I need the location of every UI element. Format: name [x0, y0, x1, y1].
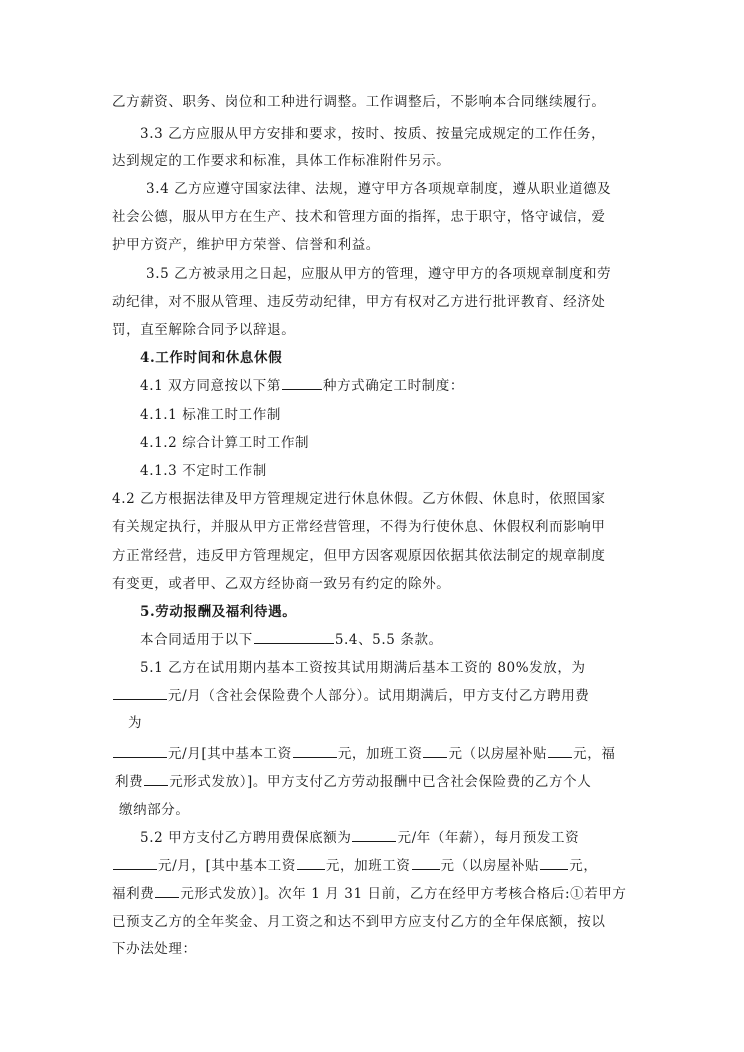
- clause-4-1: 4.1 双方同意按以下第 种方式确定工时制度：: [140, 378, 464, 394]
- blank-field[interactable]: [548, 744, 572, 758]
- blank-field[interactable]: [297, 856, 325, 870]
- para-line: 社会公德，服从甲方在生产、技术和管理方面的指挥，忠于职守，恪守诚信，爱: [112, 209, 606, 225]
- blank-field[interactable]: [155, 884, 179, 898]
- blank-field[interactable]: [540, 856, 568, 870]
- blank-field[interactable]: [282, 376, 322, 390]
- para-line: 元/月[其中基本工资 元，加班工资 元（以房屋补贴 元，福: [112, 742, 615, 762]
- para-line: 有关规定执行，并服从甲方正常经营管理，不得为行使休息、休假权利而影响甲: [112, 519, 606, 535]
- clause-3-5: 3.5 乙方被录用之日起，应服从甲方的管理，遵守甲方的各项规章制度和劳: [146, 266, 612, 282]
- blank-field[interactable]: [113, 686, 167, 700]
- applicable-clauses: 本合同适用于以下 5.4、5.5 条款。: [140, 632, 443, 648]
- para-line: 方正常经营，违反甲方管理规定，但甲方因客观原因依据其依法制定的规章制度: [112, 548, 606, 564]
- para-line: 已预支乙方的全年奖金、月工资之和达不到甲方应支付乙方的全年保底额，按以: [112, 914, 606, 930]
- para-line: 乙方薪资、职务、岗位和工种进行调整。工作调整后，不影响本合同继续履行。: [112, 94, 606, 110]
- blank-field[interactable]: [293, 744, 337, 758]
- blank-field[interactable]: [113, 856, 157, 870]
- clause-5-1: 5.1 乙方在试用期内基本工资按其试用期满后基本工资的 80%发放，为: [140, 660, 586, 676]
- blank-field[interactable]: [254, 630, 334, 644]
- blank-field[interactable]: [412, 856, 440, 870]
- para-line: 罚，直至解除合同予以辞退。: [112, 322, 296, 338]
- para-line: 下办法处理：: [112, 941, 197, 957]
- option-4-1-1: 4.1.1 标准工时工作制: [140, 407, 281, 423]
- para-line: 福利费 元形式发放）]。次年 1 月 31 日前，乙方在经甲方考核合格后:①若甲方: [112, 886, 627, 902]
- blank-field[interactable]: [144, 772, 168, 786]
- para-line: 有变更，或者甲、乙双方经协商一致另有约定的除外。: [112, 576, 451, 592]
- option-4-1-2: 4.1.2 综合计算工时工作制: [140, 435, 310, 451]
- clause-3-3: 3.3 乙方应服从甲方安排和要求，按时、按质、按量完成规定的工作任务，: [140, 126, 606, 142]
- clause-5-2: 5.2 甲方支付乙方聘用费保底额为 元/年（年薪），每月预发工资: [140, 830, 580, 846]
- clause-3-4: 3.4 乙方应遵守国家法律、法规，遵守甲方各项规章制度，遵从职业道德及: [146, 181, 612, 197]
- blank-field[interactable]: [352, 828, 396, 842]
- para-line: 为: [128, 715, 143, 731]
- para-line: 元/月，[其中基本工资 元，加班工资 元（以房屋补贴 元，: [112, 854, 597, 874]
- blank-field[interactable]: [113, 744, 167, 758]
- para-line: 护甲方资产，维护甲方荣誉、信誉和利益。: [112, 237, 380, 253]
- section-heading-4: 4.工作时间和休息休假: [140, 350, 283, 366]
- para-line: 动纪律，对不服从管理、违反劳动纪律，甲方有权对乙方进行批评教育、经济处: [112, 294, 606, 310]
- para-line: 达到规定的工作要求和标准，具体工作标准附件另示。: [112, 153, 451, 169]
- para-line: 元/月（含社会保险费个人部分）。试用期满后，甲方支付乙方聘用费: [112, 684, 589, 704]
- para-line: 缴纳部分。: [119, 802, 190, 818]
- para-line: 利费 元形式发放）]。甲方支付乙方劳动报酬中已含社会保险费的乙方个人: [115, 774, 592, 790]
- clause-4-2: 4.2 乙方根据法律及甲方管理规定进行休息休假。乙方休假、休息时，依照国家: [112, 491, 606, 507]
- blank-field[interactable]: [423, 744, 447, 758]
- option-4-1-3: 4.1.3 不定时工作制: [140, 463, 267, 479]
- section-heading-5: 5.劳动报酬及福利待遇。: [140, 604, 297, 620]
